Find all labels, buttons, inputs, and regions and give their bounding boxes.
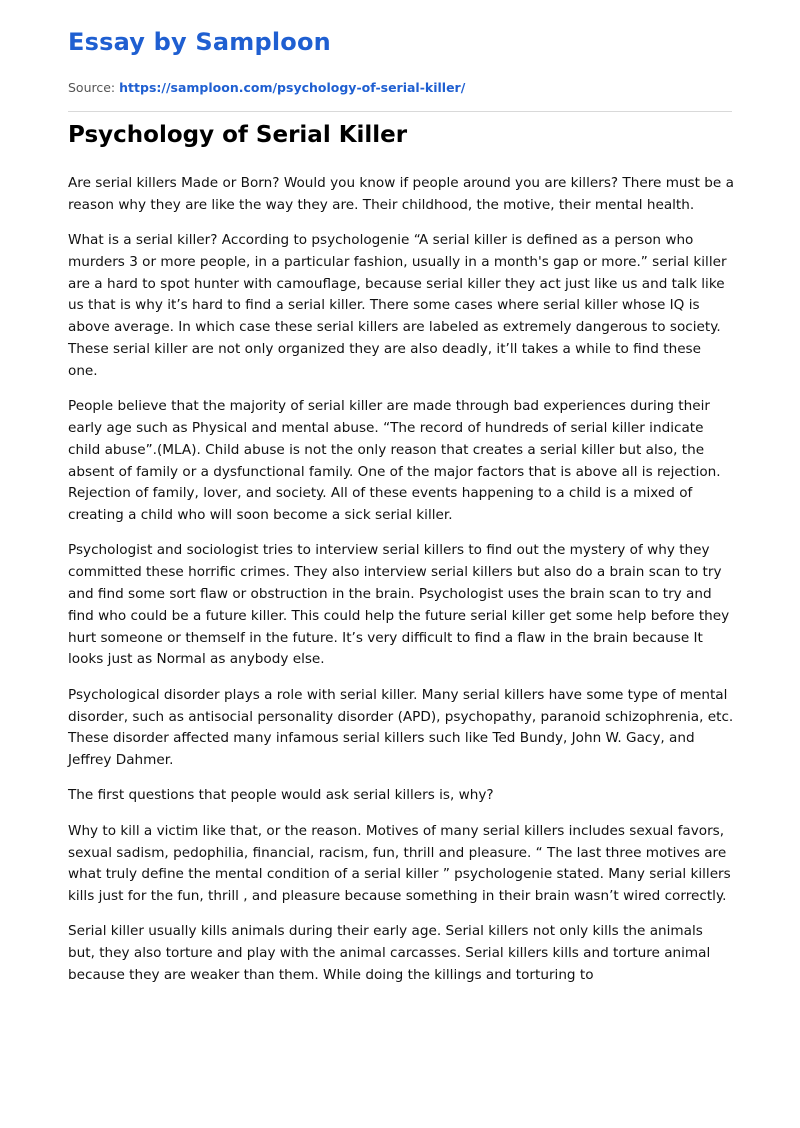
- paragraph-1: Are serial killers Made or Born? Would you know if people around you are killers? There must be a reason why they are like the way they are. Their childhood, the motive, their mental health.: [68, 175, 734, 213]
- paragraph-3: People believe that the majority of serial killer are made through bad experiences during their early age such as Physical and mental abuse. “The record of hundreds of serial killer indicate child abuse”.(MLA). Child abuse is not the only reason that creates a serial killer but also, the absent of family or a dysfunctional family. One of the major factors that is above all is rejection. Rejection of family, lover, and society. All of these events happening to a child is a mixed of creating a child who will soon become a sick serial killer.: [68, 398, 721, 524]
- essay-title: Psychology of Serial Killer: [68, 122, 408, 148]
- header-divider: [68, 111, 732, 112]
- paragraph-6: The first questions that people would ask serial killers is, why?: [68, 787, 494, 804]
- site-brand[interactable]: Essay by Samploon: [68, 28, 331, 56]
- paragraph-2: What is a serial killer? According to psychologenie “A serial killer is defined as a person who murders 3 or more people, in a particular fashion, usually in a month's gap or more.” serial killer are a hard to spot hunter with camouflage, because serial killer they act just like us and talk like us that is why it’s hard to find a serial killer. There some cases where serial killer whose IQ is above average. In which case these serial killers are labeled as extremely dangerous to society. These serial killer are not only organized they are also deadly, it’ll takes a while to find these one.: [68, 232, 727, 379]
- paragraph-8: Serial killer usually kills animals during their early age. Serial killers not only kills the animals but, they also torture and play with the animal carcasses. Serial killers kills and torture animal because they are weaker than them. While doing the killings and torturing to: [68, 923, 711, 983]
- paragraph-4: Psychologist and sociologist tries to interview serial killers to find out the mystery of why they committed these horrific crimes. They also interview serial killers but also do a brain scan to try and find some sort flaw or obstruction in the brain. Psychologist uses the brain scan to try and find who could be a future killer. This could help the future serial killer get some help before they hurt someone or themself in the future. It’s very difficult to find a flaw in the brain because It looks just as Normal as anybody else.: [68, 542, 730, 668]
- paragraph-7: Why to kill a victim like that, or the reason. Motives of many serial killers includes sexual favors, sexual sadism, pedophilia, financial, racism, fun, thrill and pleasure. “ The last three motives are what truly define the mental condition of a serial killer ” psychologenie stated. Many serial killers kills just for the fun, thrill , and pleasure because something in their brain wasn’t wired correctly.: [68, 822, 731, 905]
- paragraph-5: Psychological disorder plays a role with serial killer. Many serial killers have some type of mental disorder, such as antisocial personality disorder (APD), psychopathy, paranoid schizophrenia, etc. These disorder affected many infamous serial killers such like Ted Bundy, John W. Gacy, and Jeffrey Dahmer.: [68, 686, 734, 769]
- source-line: [68, 80, 465, 95]
- source-link[interactable]: https://samploon.com/psychology-of-serial-killer/: [119, 80, 466, 95]
- essay-body: [68, 173, 734, 1000]
- source-label: Source:: [68, 80, 116, 95]
